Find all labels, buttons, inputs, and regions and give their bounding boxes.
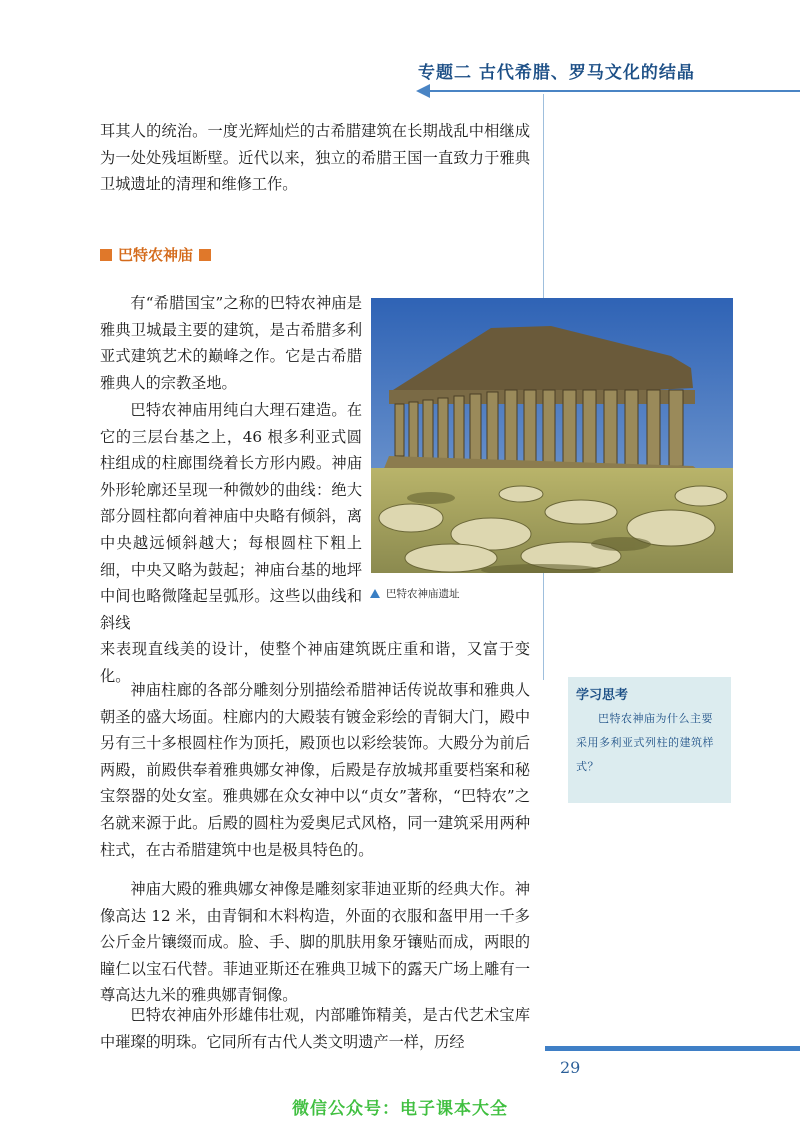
square-bullet-icon <box>199 249 211 261</box>
paragraph-2a: 巴特农神庙用纯白大理石建造。在它的三层台基之上，46 根多利亚式圆柱组成的柱廊围绕着长方形内殿。神庙外形轮廓还呈现一种微妙的曲线：绝大部分圆柱都向着神庙中央略有倾斜，离中央越远倾斜越大；每根圆柱下粗上细，中央又略为鼓起；神庙台基的地坪中间也略微隆起呈弧形。这些以曲线和斜线 <box>100 401 362 632</box>
header-arrow-icon <box>416 84 430 98</box>
paragraph-2b: 来表现直线美的设计，使整个神庙建筑既庄重和谐，又富于变化。 <box>100 640 530 685</box>
paragraph-1: 有“希腊国宝”之称的巴特农神庙是雅典卫城最主要的建筑，是古希腊多利亚式建筑艺术的巅峰之作。它是古希腊雅典人的宗教圣地。 <box>100 294 362 392</box>
study-reflection-box <box>568 677 731 803</box>
watermark-text: 微信公众号：电子课本大全 <box>292 1099 508 1119</box>
section-heading <box>100 244 211 265</box>
triangle-marker-icon <box>370 589 380 598</box>
paragraph-3: 神庙柱廊的各部分雕刻分别描绘希腊神话传说故事和雅典人朝圣的盛大场面。柱廊内的大殿装有镀金彩绘的青铜大门，殿中另有三十多根圆柱作为顶托，殿顶也以彩绘装饰。大殿分为前后两殿，前殿供奉着雅典娜女神像，后殿是存放城邦重要档案和秘宝祭器的处女室。雅典娜在众女神中以“贞女”著称，“巴特农”之名就来源于此。后殿的圆柱为爱奥尼式风格，同一建筑采用两种柱式，在古希腊建筑中也是极具特色的。 <box>100 681 530 859</box>
header-rule <box>430 90 800 92</box>
study-reflection-title: 学习思考 <box>576 688 629 703</box>
photo-caption <box>370 586 460 601</box>
paragraph-4: 神庙大殿的雅典娜女神像是雕刻家菲迪亚斯的经典大作。神像高达 12 米，由青铜和木料构造，外面的衣服和盔甲用一千多公斤金片镶缀而成。脸、手、脚的肌肤用象牙镶贴而成，两眼的瞳仁以宝石代替。菲迪亚斯还在雅典卫城下的露天广场上雕有一尊高达九米的雅典娜青铜像。 <box>100 880 530 1005</box>
section-heading-text: 巴特农神庙 <box>118 246 194 264</box>
study-reflection-question: 巴特农神庙为什么主要采用多利亚式列柱的建筑样式？ <box>576 712 714 773</box>
square-bullet-icon <box>100 249 112 261</box>
footer-rule <box>545 1046 800 1051</box>
chapter-header-title: 专题二 古代希腊、罗马文化的结晶 <box>418 63 695 83</box>
parthenon-photo <box>371 298 733 573</box>
photo-caption-text: 巴特农神庙遗址 <box>386 588 460 600</box>
paragraph-5: 巴特农神庙外形雄伟壮观，内部雕饰精美，是古代艺术宝库中璀璨的明珠。它同所有古代人类文明遗产一样，历经 <box>100 1006 530 1051</box>
intro-paragraph: 耳其人的统治。一度光辉灿烂的古希腊建筑在长期战乱中相继成为一处处残垣断壁。近代以来，独立的希腊王国一直致力于雅典卫城遗址的清理和维修工作。 <box>100 122 530 194</box>
page-number: 29 <box>560 1058 581 1077</box>
